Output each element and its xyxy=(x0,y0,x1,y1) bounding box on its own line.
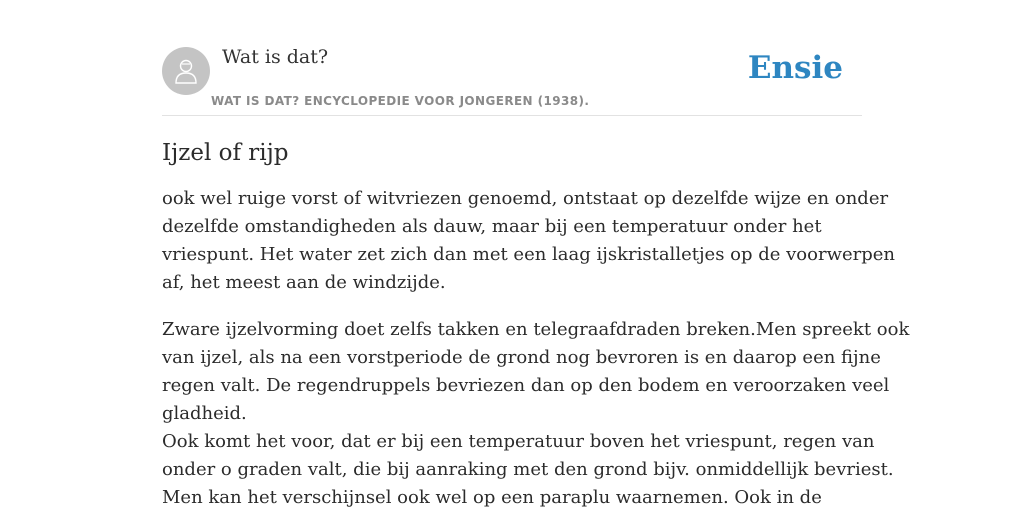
paragraph-line: af, het meest aan de windzijde. xyxy=(162,272,446,293)
paragraph-line: Ook komt het voor, dat er bij een temperatuur boven het vriespunt, regen van xyxy=(162,431,875,452)
user-avatar-icon[interactable] xyxy=(162,47,210,95)
page-container xyxy=(162,0,910,512)
paragraph-line: onder o graden valt, die bij aanraking met den grond bijv. onmiddellijk bevriest. xyxy=(162,459,894,480)
author-name[interactable]: Wat is dat? xyxy=(222,46,329,68)
paragraph-line: vriespunt. Het water zet zich dan met een laag ijskristalletjes op de voorwerpen xyxy=(162,244,896,265)
person-outline-icon xyxy=(171,56,201,86)
paragraph-line: regen valt. De regendruppels bevriezen dan op den bodem en veroorzaken veel xyxy=(162,375,890,396)
article-paragraph-1 xyxy=(162,185,896,297)
article-header xyxy=(162,0,862,116)
paragraph-line: van ijzel, als na een vorstperiode de grond nog bevroren is en daarop een fijne xyxy=(162,347,881,368)
paragraph-line: dezelfde omstandigheden als dauw, maar bij een temperatuur onder het xyxy=(162,216,822,237)
article-paragraph-2 xyxy=(162,316,910,512)
paragraph-line: Zware ijzelvorming doet zelfs takken en telegraafdraden breken.Men spreekt ook xyxy=(162,319,910,340)
source-label[interactable]: WAT IS DAT? ENCYCLOPEDIE VOOR JONGEREN (1938). xyxy=(211,94,590,108)
paragraph-line: Men kan het verschijnsel ook wel op een paraplu waarnemen. Ook in de xyxy=(162,487,822,508)
paragraph-line: ook wel ruige vorst of witvriezen genoemd, ontstaat op dezelfde wijze en onder xyxy=(162,188,889,209)
paragraph-line: gladheid. xyxy=(162,403,247,424)
ensie-logo-link[interactable]: Ensie xyxy=(747,50,843,86)
article-title: Ijzel of rijp xyxy=(162,140,289,166)
